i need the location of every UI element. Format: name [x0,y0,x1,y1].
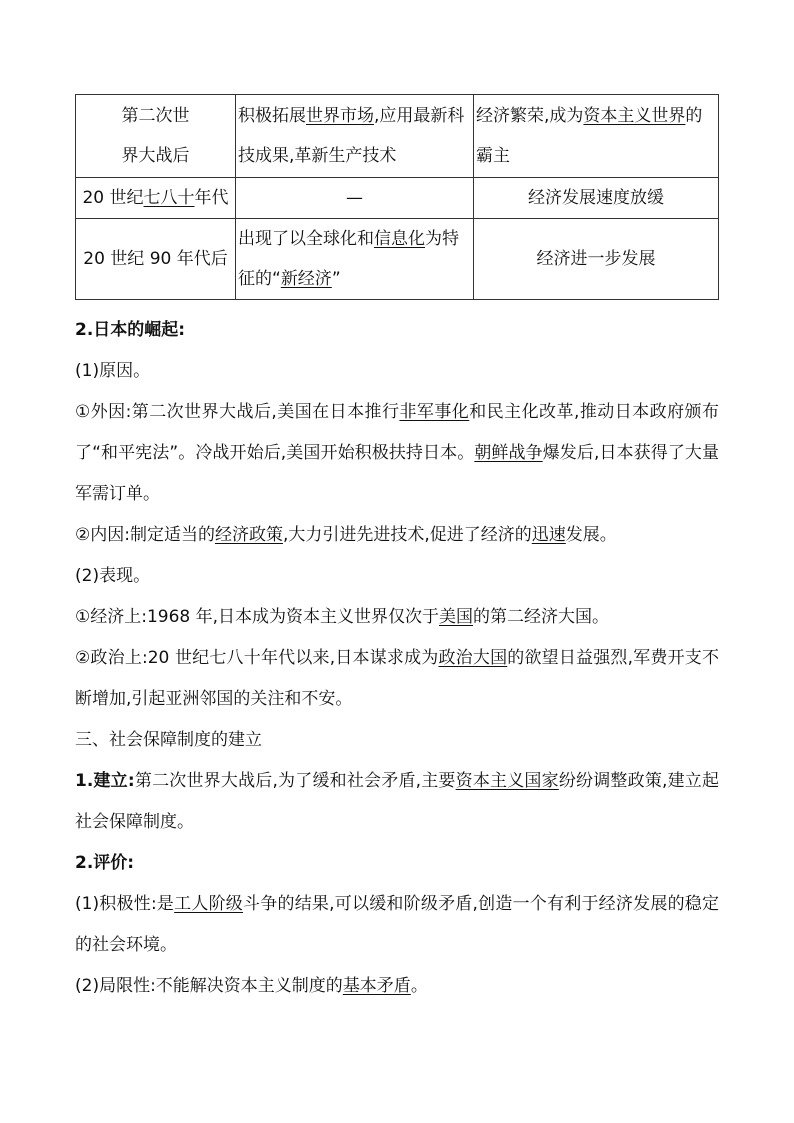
underlined-key-term: 世界市场 [306,106,374,126]
period-line: 第二次世 [121,106,190,126]
measures-cell [236,219,474,300]
text-run: ” [331,269,341,289]
paragraph [75,720,719,761]
period-cell [76,178,236,219]
period-cell [76,95,236,178]
paragraph [75,556,719,597]
text-run: (1)原因。 [75,361,151,381]
underlined-key-term: 资本主义国家 [455,771,559,791]
paragraph [75,597,719,638]
text-run: 为特征的“ [238,229,459,289]
body-text [75,310,719,1007]
table-row [76,178,719,219]
result-cell [474,95,719,178]
paragraph [75,310,719,351]
text-run: 2.评价: [75,853,135,873]
underlined-key-term: 信息化 [374,229,425,249]
result-cell: 经济发展速度放缓 [474,178,719,219]
text-run: (1)积极性:是 [75,894,175,914]
paragraph [75,392,719,515]
text-run: 的霸主 [476,106,703,166]
underlined-key-term: 新经济 [280,269,332,289]
text-run: ②内因:制定适当的 [75,525,215,545]
paragraph [75,966,719,1007]
text-run: ①经济上:1968 年,日本成为资本主义世界仅次于 [75,607,440,627]
text-run: 2.日本的崛起: [75,320,186,340]
text-run: ,应用最新科技成果,革新生产技术 [238,106,465,166]
text-run: ,大力引进先进技术,促进了经济的 [282,525,532,545]
paragraph [75,515,719,556]
paragraph [75,351,719,392]
underlined-key-term: 工人阶级 [174,894,244,914]
underlined-key-term: 迅速 [531,525,566,545]
text-run: 。 [410,976,428,996]
text-run: ①外因:第二次世界大战后,美国在日本推行 [75,402,400,422]
text-run: 1.建立: [75,771,135,791]
measures-cell [236,95,474,178]
text-run: (2)局限性:不能解决资本主义制度的 [75,976,343,996]
text-run: 三、社会保障制度的建立 [75,730,262,750]
text-run: 斗争的结果,可以缓和阶级矛盾,创造一个有利于经济发展的稳定的社会环境。 [75,894,720,955]
text-run: 20 世纪 [82,188,144,208]
text-run: 积极拓展 [238,106,306,126]
period-cell: 20 世纪 90 年代后 [76,219,236,300]
text-run: (2)表现。 [75,566,151,586]
text-run: 爆发后,日本获得了大量军需订单。 [75,443,720,504]
text-run: 的第二经济大国。 [473,607,610,627]
underlined-key-term: 政治大国 [438,648,508,668]
text-run: 第二次世界大战后,为了缓和社会矛盾,主要 [134,771,456,791]
text-run: 和民主化改革,推动日本政府颁布了“和平宪法”。冷战开始后,美国开始积极扶持日本。 [75,402,719,463]
text-run: 发展。 [565,525,617,545]
paragraph [75,761,719,843]
underlined-key-term: 资本主义世界 [583,106,686,126]
text-run: 出现了以全球化和 [238,229,374,249]
underlined-key-term: 美国 [439,607,474,627]
paragraph [75,843,719,884]
underlined-key-term: 七八十 [143,188,195,208]
paragraph [75,884,719,966]
underlined-key-term: 经济政策 [214,525,283,545]
text-run: 年代 [194,188,229,208]
table-row [76,219,719,300]
measures-cell: — [236,178,474,219]
underlined-key-term: 非军事化 [399,402,470,422]
text-run: 纷纷调整政策,建立起社会保障制度。 [75,771,720,832]
period-line: 界大战后 [121,146,190,166]
result-cell: 经济进一步发展 [474,219,719,300]
paragraph [75,638,719,720]
text-run: 的欲望日益强烈,军费开支不断增加,引起亚洲邻国的关注和不安。 [75,648,719,709]
table-row [76,95,719,178]
underlined-key-term: 朝鲜战争 [474,443,543,463]
history-table [75,94,719,300]
text-run: 经济繁荣,成为 [476,106,584,126]
underlined-key-term: 基本矛盾 [342,976,411,996]
text-run: ②政治上:20 世纪七八十年代以来,日本谋求成为 [75,648,439,668]
